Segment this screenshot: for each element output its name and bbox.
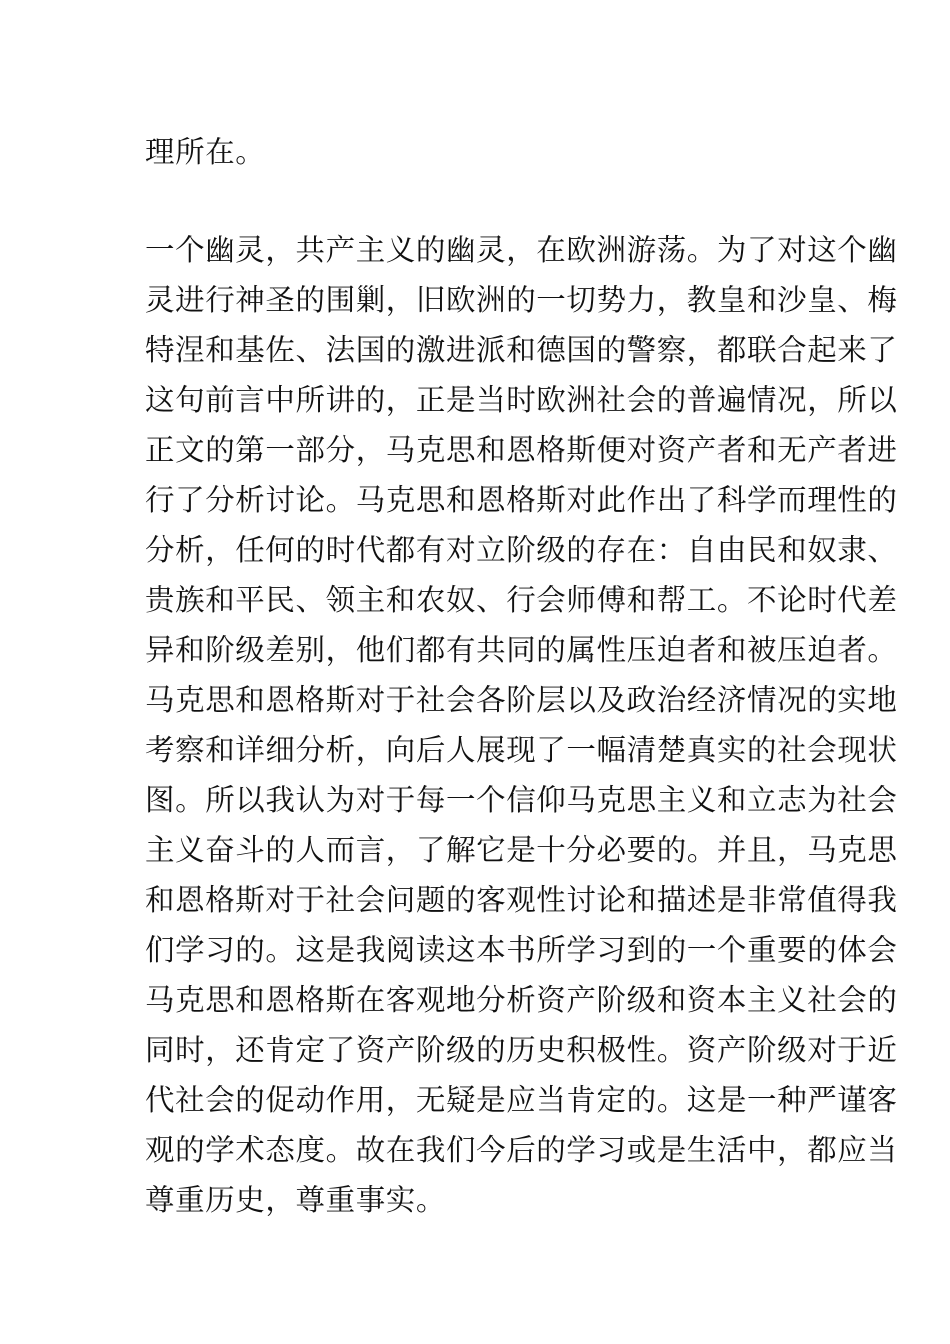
text-line: 特涅和基佐、法国的激进派和德国的警察，都联合起来了 [145, 333, 898, 367]
text-line: 贵族和平民、领主和农奴、行会师傅和帮工。不论时代差 [145, 583, 898, 617]
text-line: 观的学术态度。故在我们今后的学习或是生活中，都应当 [145, 1133, 898, 1167]
text-line: 一个幽灵，共产主义的幽灵，在欧洲游荡。为了对这个幽 [145, 233, 898, 267]
text-line: 马克思和恩格斯在客观地分析资产阶级和资本主义社会的 [145, 983, 898, 1017]
text-line: 考察和详细分析，向后人展现了一幅清楚真实的社会现状 [145, 733, 898, 767]
text-line: 代社会的促动作用，无疑是应当肯定的。这是一种严谨客 [145, 1083, 898, 1117]
text-line: 同时，还肯定了资产阶级的历史积极性。资产阶级对于近 [145, 1033, 898, 1067]
text-line: 正文的第一部分，马克思和恩格斯便对资产者和无产者进 [145, 433, 898, 467]
text-line: 行了分析讨论。马克思和恩格斯对此作出了科学而理性的 [145, 483, 898, 517]
text-line: 理所在。 [145, 135, 266, 169]
text-line: 灵进行神圣的围剿，旧欧洲的一切势力，教皇和沙皇、梅 [145, 283, 898, 317]
text-line: 分析，任何的时代都有对立阶级的存在：自由民和奴隶、 [145, 533, 898, 567]
text-line: 异和阶级差别，他们都有共同的属性压迫者和被压迫者。 [145, 633, 898, 667]
text-line: 这句前言中所讲的，正是当时欧洲社会的普遍情况，所以 [145, 383, 898, 417]
text-line: 马克思和恩格斯对于社会各阶层以及政治经济情况的实地 [145, 683, 898, 717]
text-line: 和恩格斯对于社会问题的客观性讨论和描述是非常值得我 [145, 883, 898, 917]
text-line: 图。所以我认为对于每一个信仰马克思主义和立志为社会 [145, 783, 898, 817]
text-line: 们学习的。这是我阅读这本书所学习到的一个重要的体会 [145, 933, 898, 967]
text-line: 尊重历史，尊重事实。 [145, 1183, 447, 1217]
text-line: 主义奋斗的人而言，了解它是十分必要的。并且，马克思 [145, 833, 898, 867]
